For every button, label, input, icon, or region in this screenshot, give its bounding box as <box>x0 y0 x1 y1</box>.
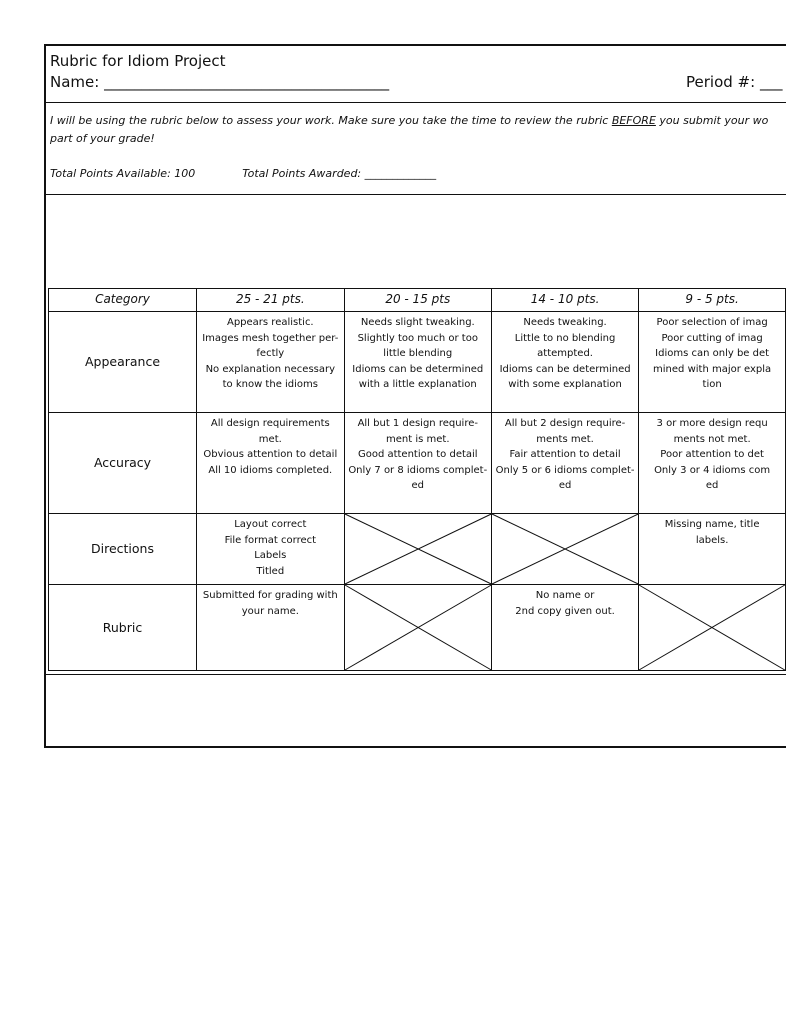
not-applicable-cell <box>344 585 491 671</box>
instructions <box>50 112 780 148</box>
cross-out-mark <box>345 585 491 670</box>
rubric-table <box>48 288 786 671</box>
criteria-cell <box>639 514 786 585</box>
rubric-row <box>49 413 786 514</box>
name-blank: ______________________________________ <box>104 73 390 91</box>
criteria-line: to know the idioms <box>222 379 318 390</box>
points-summary <box>50 167 436 180</box>
not-applicable-cell <box>491 514 638 585</box>
category-label: Directions <box>49 514 197 585</box>
total-available-label: Total Points Available: <box>50 167 171 180</box>
criteria-line: Needs slight tweaking. <box>360 317 475 328</box>
header-score-band: 9 - 5 pts. <box>639 289 786 312</box>
criteria-line: Fair attention to detail <box>509 449 621 460</box>
criteria-line: No explanation necessary <box>205 363 336 375</box>
category-label: Appearance <box>49 312 197 413</box>
criteria-cell <box>344 413 491 514</box>
criteria-line: Poor attention to det <box>660 449 764 460</box>
not-applicable-cell <box>639 585 786 671</box>
criteria-line: All 10 idioms completed. <box>208 464 333 476</box>
criteria-line: All design requirements <box>210 418 330 429</box>
cross-out-mark <box>345 514 491 584</box>
category-label: Rubric <box>49 585 197 671</box>
criteria-line: Little to no blending <box>514 332 616 344</box>
criteria-line: Idioms can be determined <box>352 363 484 375</box>
criteria-line: ed <box>411 480 425 491</box>
criteria-line: Titled <box>256 565 285 577</box>
criteria-line: ed <box>558 480 572 491</box>
category-label: Accuracy <box>49 413 197 514</box>
criteria-line: Images mesh together per- <box>202 332 339 344</box>
criteria-line: 2nd copy given out. <box>515 605 615 617</box>
criteria-line: little blending <box>383 348 453 359</box>
total-awarded-blank: _____________ <box>364 167 437 180</box>
header-category: Category <box>49 289 197 312</box>
period-blank: ___ <box>759 73 783 91</box>
name-label: Name: <box>50 73 100 91</box>
criteria-line: tion <box>702 379 722 390</box>
cross-out-mark <box>639 585 785 670</box>
criteria-cell <box>196 514 344 585</box>
rubric-row <box>49 514 786 585</box>
criteria-line: Only 3 or 4 idioms com <box>654 464 771 476</box>
intro-text-start: I will be using the rubric below to assess your work. Make sure you take the time to review the rubric <box>50 114 612 127</box>
criteria-line: ments met. <box>536 433 594 445</box>
criteria-line: No name or <box>535 590 595 601</box>
criteria-line: your name. <box>241 605 299 617</box>
header-score-band: 25 - 21 pts. <box>196 289 344 312</box>
criteria-line: Obvious attention to detail <box>203 449 338 460</box>
criteria-cell <box>491 413 638 514</box>
criteria-line: fectly <box>256 348 285 359</box>
criteria-line: Idioms can only be det <box>655 348 770 359</box>
intro-emphasis: BEFORE <box>611 114 656 127</box>
section-divider <box>46 194 786 195</box>
criteria-line: Idioms can be determined <box>499 363 631 375</box>
criteria-line: Only 5 or 6 idioms complet- <box>495 464 635 476</box>
criteria-line: attempted. <box>537 348 593 359</box>
criteria-line: mined with major expla <box>653 363 772 375</box>
criteria-line: ment is met. <box>386 433 450 445</box>
criteria-cell <box>639 312 786 413</box>
criteria-line: Slightly too much or too <box>357 332 478 344</box>
criteria-cell <box>196 413 344 514</box>
criteria-line: All but 1 design require- <box>357 418 478 429</box>
criteria-line: All but 2 design require- <box>504 418 626 429</box>
criteria-line: Only 7 or 8 idioms complet- <box>348 464 488 476</box>
criteria-cell <box>196 312 344 413</box>
intro-text-end: you submit your wo <box>655 114 769 127</box>
criteria-line: met. <box>258 433 282 445</box>
header-score-band: 14 - 10 pts. <box>491 289 638 312</box>
rubric-row <box>49 585 786 671</box>
rubric-document <box>44 44 786 748</box>
criteria-line: Missing name, title <box>664 519 760 530</box>
criteria-line: Poor cutting of imag <box>661 332 763 344</box>
not-applicable-cell <box>344 514 491 585</box>
document-title: Rubric for Idiom Project <box>50 52 226 70</box>
header-score-band: 20 - 15 pts <box>344 289 491 312</box>
criteria-line: Layout correct <box>234 519 307 530</box>
criteria-line: Good attention to detail <box>357 449 478 460</box>
criteria-line: Submitted for grading with <box>202 590 338 601</box>
criteria-line: Appears realistic. <box>226 317 314 328</box>
name-field <box>50 73 389 91</box>
criteria-line: with some explanation <box>508 379 622 390</box>
footer-divider <box>46 674 786 675</box>
rubric-row <box>49 312 786 413</box>
criteria-cell <box>639 413 786 514</box>
criteria-line: Needs tweaking. <box>523 317 607 328</box>
criteria-cell <box>196 585 344 671</box>
criteria-line: Poor selection of imag <box>656 317 768 328</box>
criteria-cell <box>491 585 638 671</box>
criteria-line: with a little explanation <box>358 379 477 390</box>
criteria-line: ed <box>705 480 719 491</box>
criteria-line: ments not met. <box>673 433 751 445</box>
criteria-line: 3 or more design requ <box>656 418 768 429</box>
total-awarded-label: Total Points Awarded: <box>242 167 362 180</box>
criteria-cell <box>344 312 491 413</box>
criteria-line: File format correct <box>224 534 317 546</box>
period-label: Period #: <box>686 73 756 91</box>
cross-out-mark <box>492 514 638 584</box>
document-header <box>46 46 786 103</box>
rubric-header-row <box>49 289 786 312</box>
intro-line-2: part of your grade! <box>50 132 155 145</box>
total-available-value: 100 <box>174 167 196 180</box>
period-field <box>686 73 782 91</box>
criteria-cell <box>491 312 638 413</box>
criteria-line: labels. <box>695 534 729 546</box>
criteria-line: Labels <box>254 550 287 561</box>
